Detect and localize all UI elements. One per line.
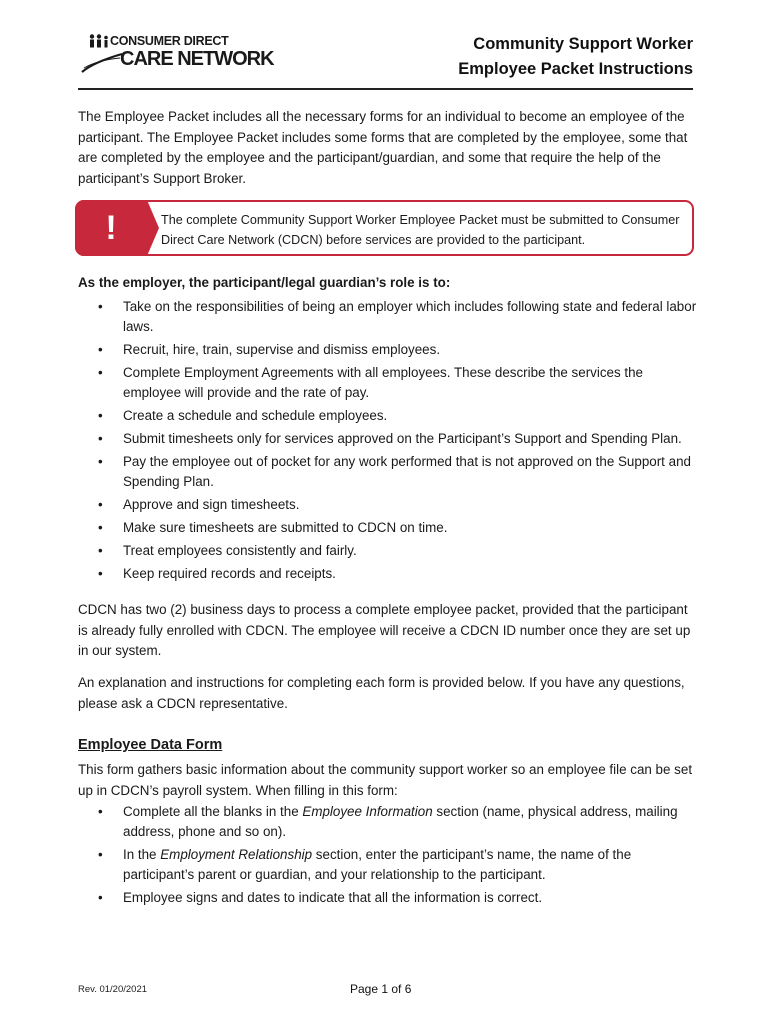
title-line-1: Community Support Worker (473, 35, 693, 53)
logo-line-2: CARE NETWORK (120, 48, 274, 70)
list-item: • Make sure timesheets are submitted to CDCN on time. (78, 518, 703, 538)
list-item: • Take on the responsibilities of being an employer which includes following state and federal labor laws. (78, 297, 703, 337)
employee-data-form-heading: Employee Data Form (78, 737, 223, 753)
list-item: • Complete all the blanks in the Employee Information section (name, physical address, mailing address, phone and so on). (78, 802, 703, 842)
employee-information-section-name: Employee Information (302, 804, 433, 819)
explanation-paragraph: An explanation and instructions for completing each form is provided below. If you have any questions, please ask a CDCN representative. (78, 675, 685, 711)
swoosh-icon (80, 48, 124, 74)
list-item: • Keep required records and receipts. (78, 564, 703, 584)
document-title (458, 32, 693, 82)
intro-paragraph: The Employee Packet includes all the necessary forms for an individual to become an employee of the participant. The Employee Packet includes some forms that are completed by the employee, some that are completed by the employee and the participant/guardian, and some that require the help of the participant’s Support Broker. (78, 109, 688, 186)
logo-line-1: CONSUMER DIRECT (110, 34, 229, 48)
exclamation-icon: ! (105, 209, 117, 247)
title-line-2: Employee Packet Instructions (458, 60, 693, 78)
list-item: • In the Employment Relationship section, enter the participant’s name, the name of the participant’s parent or guardian, and your relationship to the participant. (78, 845, 703, 885)
list-item: • Approve and sign timesheets. (78, 495, 703, 515)
alert-box (75, 200, 694, 256)
list-item: • Employee signs and dates to indicate that all the information is correct. (78, 888, 703, 908)
page-number: Page 1 of 6 (350, 982, 412, 996)
header-divider (78, 88, 693, 90)
list-item: • Complete Employment Agreements with all employees. These describe the services the employee will provide and the rate of pay. (78, 363, 703, 403)
processing-paragraph: CDCN has two (2) business days to process a complete employee packet, provided that the participant is already fully enrolled with CDCN. The employee will receive a CDCN ID number once they are set up in our system. (78, 602, 691, 658)
cdcn-logo (80, 34, 274, 74)
list-item: • Treat employees consistently and fairly. (78, 541, 703, 561)
list-item: • Recruit, hire, train, supervise and dismiss employees. (78, 340, 703, 360)
list-item: • Pay the employee out of pocket for any work performed that is not approved on the Support and Spending Plan. (78, 452, 703, 492)
employee-data-form-intro: This form gathers basic information about the community support worker so an employee file can be set up in CDCN’s payroll system. When filling in this form: (78, 762, 693, 798)
employer-role-heading: As the employer, the participant/legal guardian’s role is to: (78, 275, 451, 290)
list-item: • Create a schedule and schedule employees. (78, 406, 703, 426)
revision-date: Rev. 01/20/2021 (78, 984, 148, 995)
employee-data-form-list (78, 802, 703, 911)
employer-role-list (78, 297, 703, 587)
alert-badge (75, 200, 147, 256)
employment-relationship-section-name: Employment Relationship (160, 847, 313, 862)
alert-text: The complete Community Support Worker Employee Packet must be submitted to Consumer Direct Care Network (CDCN) before services are provided to the participant. (161, 213, 680, 247)
list-item: • Submit timesheets only for services approved on the Participant’s Support and Spending Plan. (78, 429, 703, 449)
